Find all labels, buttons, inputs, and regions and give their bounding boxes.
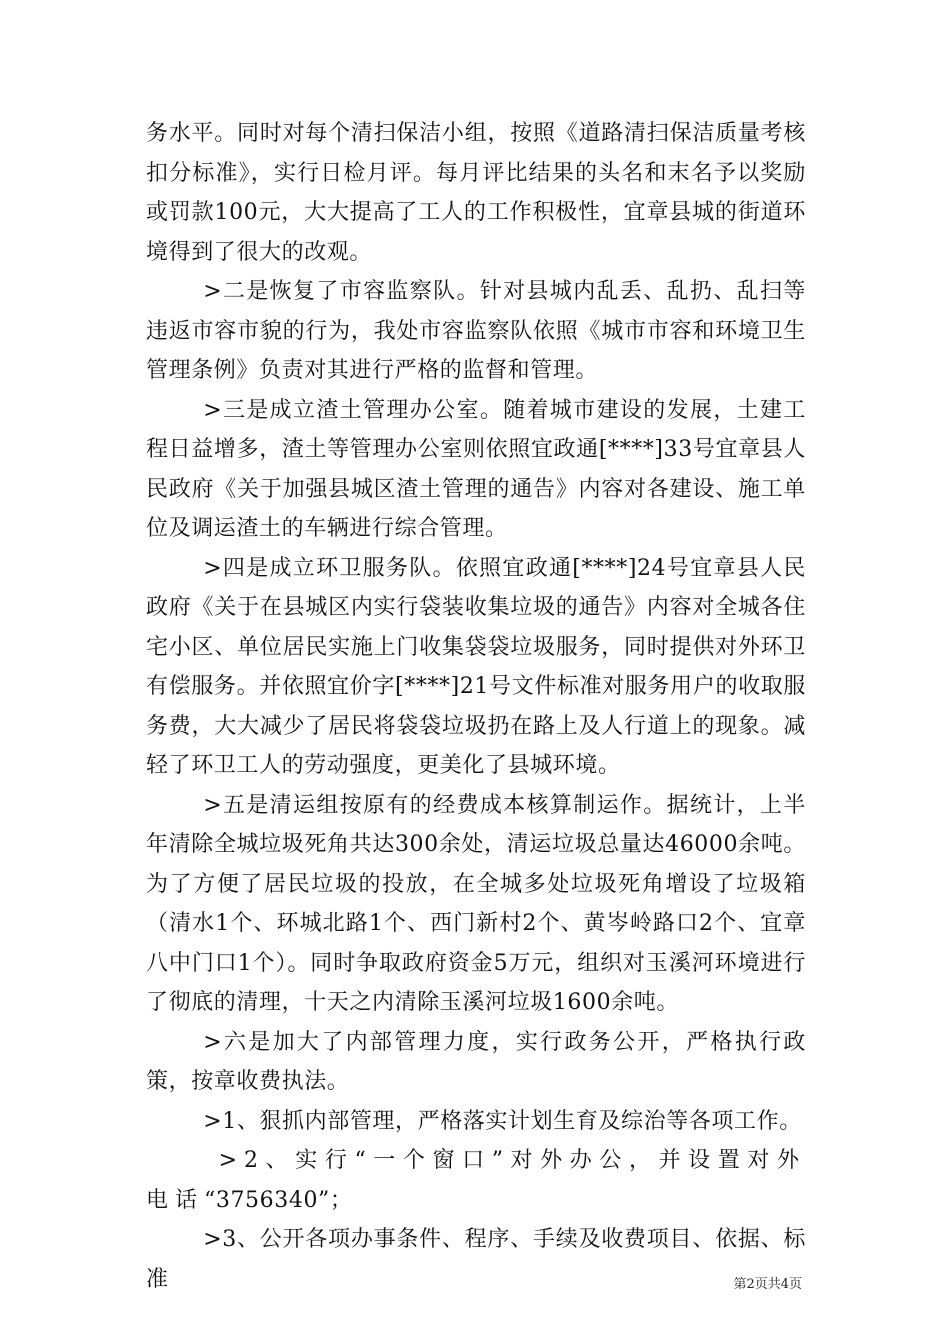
- paragraph-sanitation-service: >四是成立环卫服务队。依照宜政通[****]24号宜章县人民政府《关于在县城区内实行袋装收集垃圾的通告》内容对全城各住宅小区、单位居民实施上门收集袋袋垃圾服务，同时提供对外环卫有偿服务。并依照宜价字[****]21号文件标准对服务用户的收取服务费，大大减少了居民将袋袋垃圾扔在路上及人行道上的现象。减轻了环卫工人的劳动强度，更美化了县城环境。: [146, 555, 806, 778]
- paragraph-muck-office: >三是成立渣土管理办公室。随着城市建设的发展，土建工程日益增多，渣土等管理办公室则依照宜政通[****]33号宜章县人民政府《关于加强县城区渣土管理的通告》内容对各建设、施工单位及调运渣土的车辆进行综合管理。: [146, 397, 806, 541]
- paragraph-internal-management: >六是加大了内部管理力度，实行政务公开，严格执行政策，按章收费执法。: [146, 1029, 806, 1094]
- document-body: [146, 114, 806, 1299]
- paragraph-item-1: >1、狠抓内部管理，严格落实计划生育及综治等各项工作。: [203, 1108, 802, 1134]
- phone-number: “3756340”；: [204, 1187, 353, 1213]
- page-number-footer: 第2页共4页: [733, 1277, 802, 1292]
- paragraph-inspection-team: >二是恢复了市容监察队。针对县城内乱丢、乱扔、乱扫等违返市容市貌的行为，我处市容监察队依照《城市市容和环境卫生管理条例》负责对其进行严格的监督和管理。: [146, 279, 806, 383]
- paragraph-service-level: 务水平。同时对每个清扫保洁小组，按照《道路清扫保洁质量考核扣分标准》，实行日检月评。每月评比结果的头名和末名予以奖励或罚款100元，大大提高了工人的工作积极性，宜章县城的街道环境得到了很大的改观。: [146, 121, 806, 265]
- paragraph-waste-clearance: >五是清运组按原有的经费成本核算制运作。据统计，上半年清除全城垃圾死角共达300余处，清运垃圾总量达46000余吨。为了方便了居民垃圾的投放，在全城多处垃圾死角增设了垃圾箱（清水1个、环城北路1个、西门新村2个、黄岑岭路口2个、宜章八中门口1个）。同时争取政府资金5万元，组织对玉溪河环境进行了彻底的清理，十天之内清除玉溪河垃圾1600余吨。: [146, 792, 806, 1015]
- paragraph-item-2-main: >2、实行“一个窗口”对外办公，并设置对外电话: [146, 1148, 806, 1213]
- paragraph-item-3: >3、公开各项办事条件、程序、手续及收费项目、依据、标准: [146, 1227, 806, 1292]
- paragraph-item-2: [146, 1141, 806, 1220]
